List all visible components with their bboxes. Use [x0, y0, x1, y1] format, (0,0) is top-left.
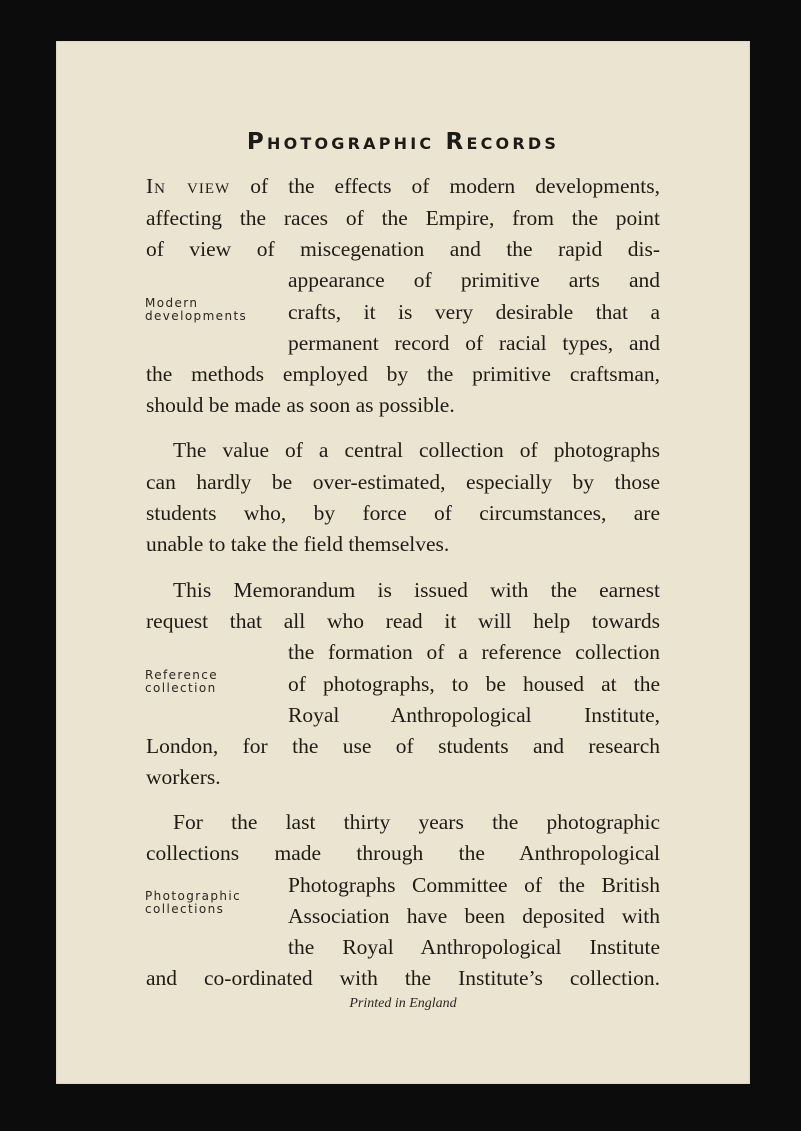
paragraph-2-line-1: The value of a central collection of photographs	[173, 438, 660, 462]
paragraph-4-line-4: Association have been deposited with	[288, 904, 660, 928]
paragraph-4-line-3: Photographs Committee of the British	[288, 873, 660, 897]
margin-note-line: developments	[145, 309, 248, 323]
paragraph-1-line-7: the methods employed by the primitive craftsman,	[146, 362, 660, 386]
paragraph-4-line-1: For the last thirty years the photographic	[173, 810, 660, 834]
paragraph-1-line-1	[146, 171, 660, 201]
paragraph-3-line-2: request that all who read it will help towards	[146, 609, 660, 633]
lead-words: In view	[146, 174, 231, 198]
paragraph-4-line-2: collections made through the Anthropological	[146, 841, 660, 865]
document-page	[56, 41, 750, 1084]
margin-note-line: collection	[145, 681, 217, 695]
paragraph-2-line-3: students who, by force of circumstances, are	[146, 501, 660, 525]
paragraph-1-line-8: should be made as soon as possible.	[146, 393, 455, 417]
paragraph-3-line-7: workers.	[146, 765, 221, 789]
margin-note-line: collections	[145, 902, 225, 916]
paragraph-2-line-2: can hardly be over-estimated, especially by those	[146, 470, 660, 494]
margin-note-line: Modern	[145, 296, 199, 310]
margin-note-line: Reference	[145, 668, 219, 682]
paragraph-2-line-4: unable to take the field themselves.	[146, 532, 450, 556]
margin-note-modern-developments	[145, 297, 247, 323]
printed-in-footer: Printed in England	[349, 996, 457, 1011]
paragraph-4-line-5: the Royal Anthropological Institute	[288, 935, 660, 959]
paragraph-1-line-4: appearance of primitive arts and	[288, 268, 660, 292]
margin-note-line: Photographic	[145, 889, 242, 903]
line-rest: of the effects of modern developments,	[250, 174, 661, 198]
page-title: Photographic Records	[246, 129, 560, 155]
paragraph-3-line-4: of photographs, to be housed at the	[288, 672, 660, 696]
paragraph-1-line-2: affecting the races of the Empire, from the point	[146, 206, 660, 230]
paragraph-4-line-6: and co-ordinated with the Institute’s collection.	[146, 966, 660, 990]
paragraph-3-line-5: Royal Anthropological Institute,	[288, 703, 660, 727]
margin-note-reference-collection	[145, 669, 218, 695]
paragraph-1-line-6: permanent record of racial types, and	[288, 331, 660, 355]
paragraph-1-line-3: of view of miscegenation and the rapid dis-	[146, 237, 660, 261]
paragraph-3-line-6: London, for the use of students and research	[146, 734, 660, 758]
paragraph-1-line-5: crafts, it is very desirable that a	[288, 300, 660, 324]
margin-note-photographic-collections	[145, 890, 241, 916]
paragraph-3-line-3: the formation of a reference collection	[288, 640, 660, 664]
paragraph-3-line-1: This Memorandum is issued with the earnest	[173, 578, 660, 602]
